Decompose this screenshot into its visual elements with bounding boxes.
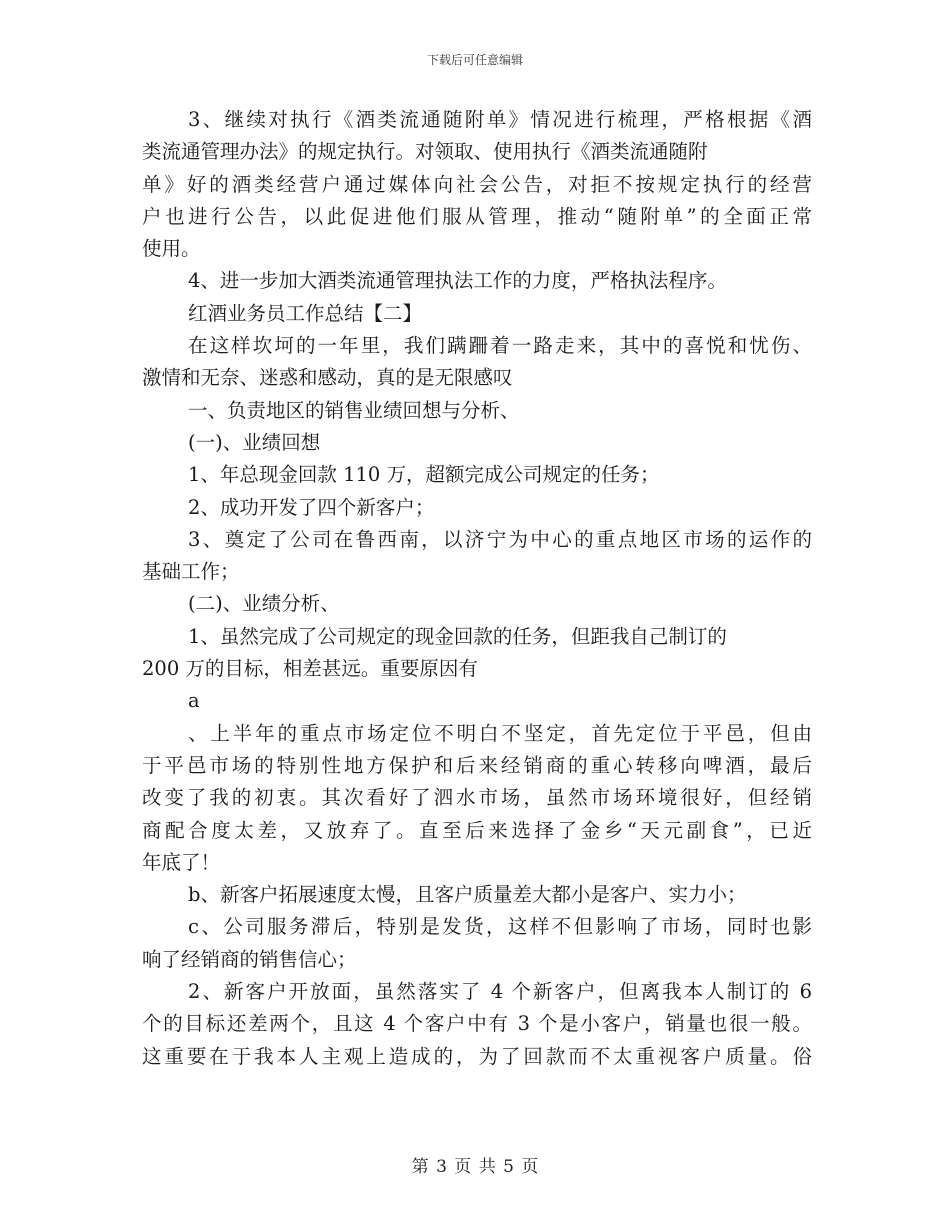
text-line: 单》好的酒类经营户通过媒体向社会公告，对拒不按规定执行的经营 [142, 172, 812, 196]
paragraph [142, 879, 812, 911]
text-line: b、新客户拓展速度太慢，且客户质量差大都小是客户、实力小； [188, 883, 747, 907]
text-line: 1、年总现金回款 110 万，超额完成公司规定的任务； [188, 463, 660, 487]
text-line: 改变了我的初衷。其次看好了泗水市场，虽然市场环境很好，但经销 [142, 786, 812, 810]
page-footer-number: 第 3 页 共 5 页 [411, 1157, 539, 1177]
document-body [142, 104, 812, 1073]
text-line: 在这样坎坷的一年里，我们蹒跚着一路走来，其中的喜悦和忧伤、 [188, 334, 812, 358]
text-line: 年底了！ [142, 850, 221, 874]
text-line: 这重要在于我本人主观上造成的，为了回款而不太重视客户质量。俗 [142, 1044, 812, 1068]
text-line: 商配合度太差，又放弃了。直至后来选择了金乡“天元副食”，已近 [142, 818, 812, 842]
paragraph [142, 718, 812, 879]
text-line: 4、进一步加大酒类流通管理执法工作的力度，严格执法程序。 [188, 269, 727, 293]
paragraph [142, 395, 812, 427]
paragraph [142, 524, 812, 589]
text-line: 3、继续对执行《酒类流通随附单》情况进行梳理，严格根据《酒 [188, 108, 812, 131]
paragraph [142, 588, 812, 620]
paragraph [142, 976, 812, 1073]
text-line: 使用。 [142, 237, 201, 261]
text-line: 于平邑市场的特别性地方保护和后来经销商的重心转移向啤酒，最后 [142, 753, 812, 777]
text-line: a [188, 689, 200, 713]
paragraph [142, 298, 812, 330]
paragraph [142, 427, 812, 459]
text-line: 2、新客户开放面，虽然落实了 4 个新客户，但离我本人制订的 6 [188, 980, 812, 1004]
paragraph [142, 265, 812, 297]
paragraph [142, 330, 812, 395]
page-header-note: 下载后可任意编辑 [426, 53, 523, 67]
paragraph [142, 621, 812, 686]
text-line: 1、虽然完成了公司规定的现金回款的任务，但距我自己制订的 [188, 624, 727, 648]
text-line: 个的目标还差两个，且这 4 个客户中有 3 个是小客户，销量也很一般。 [142, 1012, 812, 1036]
text-line: 类流通管理办法》的规定执行。对领取、使用执行《酒类流通随附 [142, 140, 708, 164]
text-line: 户也进行公告，以此促进他们服从管理，推动“随附单”的全面正常 [142, 204, 812, 228]
text-line: 响了经销商的销售信心； [142, 947, 357, 971]
text-line: 红酒业务员工作总结【二】 [188, 301, 423, 325]
text-line: 一、负责地区的销售业绩回想与分析、 [188, 398, 520, 422]
paragraph [142, 911, 812, 976]
text-line: 3、奠定了公司在鲁西南，以济宁为中心的重点地区市场的运作的 [188, 527, 812, 551]
text-line: 激情和无奈、迷惑和感动，真的是无限感叹 [142, 366, 513, 390]
text-line: 2、成功开发了四个新客户； [188, 495, 435, 519]
text-line: 、上半年的重点市场定位不明白不坚定，首先定位于平邑，但由 [188, 721, 812, 745]
paragraph [142, 104, 812, 265]
text-line: (一)、业绩回想 [188, 430, 321, 454]
text-line: 基础工作； [142, 560, 240, 584]
text-line: c、公司服务滞后，特别是发货，这样不但影响了市场，同时也影 [188, 915, 812, 939]
paragraph [142, 459, 812, 491]
paragraph [142, 685, 812, 717]
paragraph [142, 492, 812, 524]
text-line: (二)、业绩分析、 [188, 592, 340, 616]
text-line: 200 万的目标，相差甚远。重要原因有 [142, 657, 478, 681]
